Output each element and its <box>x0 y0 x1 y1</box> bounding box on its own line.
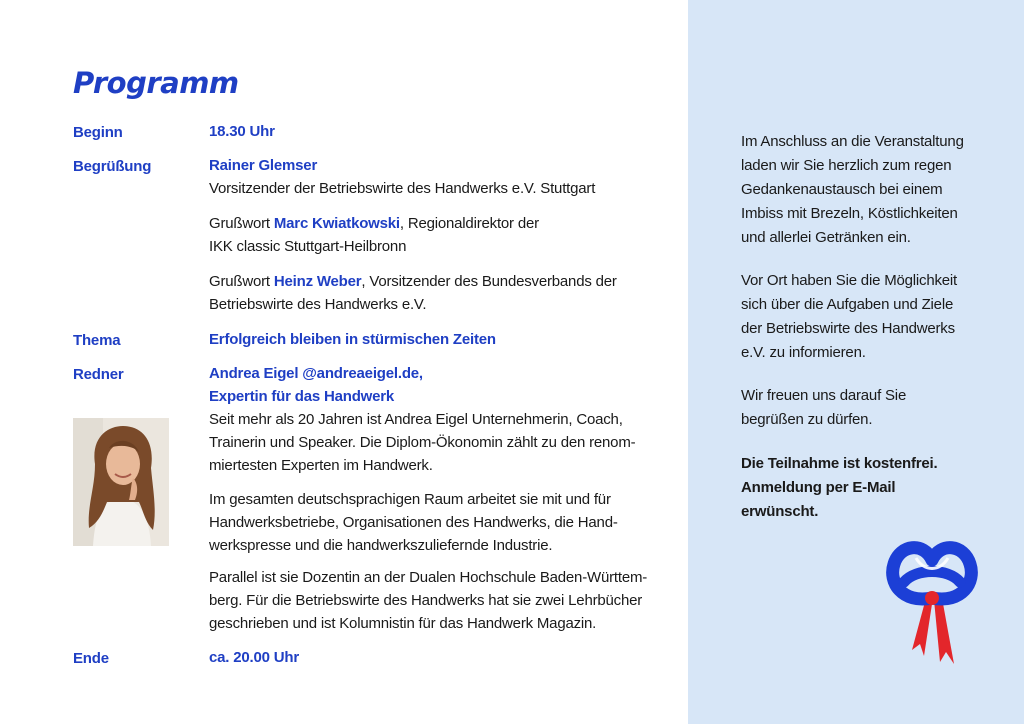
bio-line: miertesten Experten im Handwerk. <box>209 457 433 474</box>
sidebar-line: Im Anschluss an die Veranstaltung <box>741 133 964 150</box>
bio-line: werkspresse und die handwerkszuliefernde Industrie. <box>209 537 553 554</box>
bio-line: Parallel ist sie Dozentin an der Dualen Hochschule Baden-Württem- <box>209 569 648 586</box>
redner-name: Andrea Eigel @andreaeigel.de, <box>209 365 423 382</box>
sidebar-paragraph-3 <box>741 384 906 432</box>
bio-line: Trainerin und Speaker. Die Diplom-Ökonomin zählt zu den renom- <box>209 434 636 451</box>
label-redner: Redner <box>73 366 124 383</box>
sidebar-line: sich über die Aufgaben und Ziele <box>741 296 954 313</box>
greeting-1 <box>209 212 539 258</box>
label-thema: Thema <box>73 332 121 349</box>
value-beginn: 18.30 Uhr <box>209 123 275 140</box>
greeting-1-suffix: , Regionaldirektor der <box>399 215 539 232</box>
greeting-1-line2: IKK classic Stuttgart-Heilbronn <box>209 238 407 255</box>
bio-line: geschrieben und ist Kolumnistin für das Handwerk Magazin. <box>209 615 597 632</box>
sidebar-line: begrüßen zu dürfen. <box>741 411 873 428</box>
label-beginn: Beginn <box>73 124 123 141</box>
portrait-illustration <box>73 418 169 546</box>
speaker-portrait <box>73 418 169 546</box>
speaker-role: Vorsitzender der Betriebswirte des Handwerks e.V. Stuttgart <box>209 180 596 197</box>
label-ende: Ende <box>73 650 109 667</box>
label-begruessung: Begrüßung <box>73 158 152 175</box>
sidebar-line: erwünscht. <box>741 503 819 520</box>
greeting-1-name: Marc Kwiatkowski <box>273 215 400 232</box>
bio-line: Seit mehr als 20 Jahren ist Andrea Eigel Unternehmerin, Coach, <box>209 411 623 428</box>
pretzel-ribbon-logo <box>882 538 982 684</box>
greeting-2-suffix: , Vorsitzender des Bundesverbands der <box>361 273 617 290</box>
sidebar-line: Die Teilnahme ist kostenfrei. <box>741 455 938 472</box>
sidebar-line: der Betriebswirte des Handwerks <box>741 320 955 337</box>
greeting-2-name: Heinz Weber <box>273 273 362 290</box>
greeting-2-line2: Betriebswirte des Handwerks e.V. <box>209 296 427 313</box>
sidebar-paragraph-2 <box>741 269 957 365</box>
sidebar-registration-note <box>741 452 937 524</box>
sidebar-line: Gedankenaustausch bei einem <box>741 181 943 198</box>
sidebar-line: e.V. zu informieren. <box>741 344 866 361</box>
sidebar-line: laden wir Sie herzlich zum regen <box>741 157 952 174</box>
bio-paragraph-2 <box>209 488 618 557</box>
sidebar-paragraph-1 <box>741 130 964 250</box>
greeting-2 <box>209 270 617 316</box>
sidebar-line: und allerlei Getränken ein. <box>741 229 911 246</box>
redner-title: Expertin für das Handwerk <box>209 388 395 405</box>
value-thema: Erfolgreich bleiben in stürmischen Zeiten <box>209 331 496 348</box>
page-title: Programm <box>73 66 239 100</box>
bio-line: berg. Für die Betriebswirte des Handwerks hat sie zwei Lehrbücher <box>209 592 643 609</box>
value-ende: ca. 20.00 Uhr <box>209 649 299 666</box>
greeting-1-prefix: Grußwort <box>209 215 274 232</box>
redner-block <box>209 362 635 477</box>
begruessung-block <box>209 154 595 200</box>
sidebar-line: Vor Ort haben Sie die Möglichkeit <box>741 272 958 289</box>
pretzel-icon <box>882 538 982 684</box>
greeting-2-prefix: Grußwort <box>209 273 274 290</box>
speaker-name: Rainer Glemser <box>209 157 318 174</box>
sidebar-line: Imbiss mit Brezeln, Köstlichkeiten <box>741 205 958 222</box>
bio-paragraph-3 <box>209 566 647 635</box>
sidebar-line: Anmeldung per E-Mail <box>741 479 896 496</box>
sidebar-line: Wir freuen uns darauf Sie <box>741 387 907 404</box>
bio-line: Im gesamten deutschsprachigen Raum arbeitet sie mit und für <box>209 491 611 508</box>
bio-line: Handwerksbetriebe, Organisationen des Handwerks, die Hand- <box>209 514 618 531</box>
